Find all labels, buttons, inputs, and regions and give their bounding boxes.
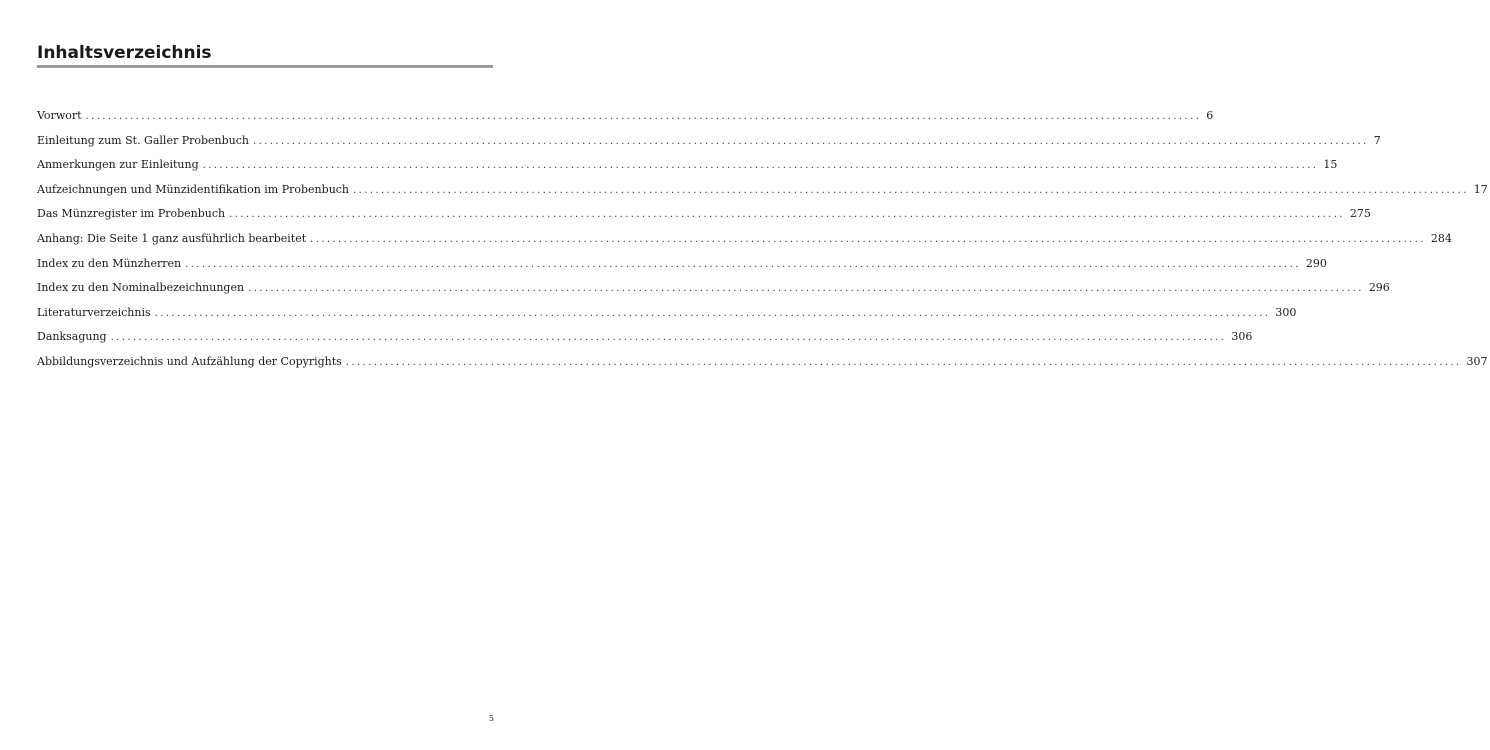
toc-entry-title: Literaturverzeichnis: [37, 305, 155, 321]
page-number: 5: [488, 714, 494, 723]
toc-dot-leader: ........................................................................................................................................................................................................: [248, 283, 1364, 295]
toc-dot-leader: ........................................................................................................................................................................................................: [253, 135, 1369, 147]
toc-entry[interactable]: [37, 206, 1371, 231]
toc-entry-page: 6: [1206, 109, 1214, 122]
toc-dot-leader: ........................................................................................................................................................................................................: [202, 160, 1319, 172]
toc-entry-page: 300: [1275, 305, 1297, 319]
toc-dot-leader: ........................................................................................................................................................................................................: [85, 111, 1202, 122]
toc-entry-title: Anhang: Die Seite 1 ganz ausführlich bearbeitet: [37, 231, 310, 247]
toc-dot-leader: ........................................................................................................................................................................................................: [154, 307, 1271, 319]
toc-entry-title: Index zu den Nominalbezeichnungen: [37, 280, 248, 296]
toc-entry-page: 306: [1231, 330, 1253, 344]
toc-entry-page: 15: [1323, 158, 1338, 172]
page-title: Inhaltsverzeichnis: [37, 43, 212, 63]
toc-entry-page: 307: [1466, 354, 1488, 368]
toc-entry-page: 284: [1430, 231, 1452, 245]
toc-dot-leader: ........................................................................................................................................................................................................: [345, 356, 1462, 368]
toc-entry[interactable]: [37, 231, 1452, 256]
toc-entry[interactable]: [37, 354, 1488, 379]
toc-entry[interactable]: [37, 280, 1390, 305]
toc-entry-title: Index zu den Münzherren: [37, 256, 185, 272]
toc-entry-title: Vorwort: [37, 108, 86, 124]
toc-entry[interactable]: [37, 305, 1297, 330]
toc-entry-page: 17: [1473, 182, 1488, 196]
toc-entry-page: 296: [1368, 281, 1390, 295]
title-divider: [37, 65, 493, 68]
toc-entry-title: Aufzeichnungen und Münzidentifikation im Probenbuch: [37, 182, 353, 198]
toc-dot-leader: ........................................................................................................................................................................................................: [229, 209, 1345, 221]
toc-dot-leader: ........................................................................................................................................................................................................: [110, 332, 1227, 344]
toc-dot-leader: ........................................................................................................................................................................................................: [310, 233, 1426, 245]
table-of-contents: [37, 108, 1488, 379]
toc-dot-leader: ........................................................................................................................................................................................................: [185, 258, 1301, 270]
toc-entry-title: Anmerkungen zur Einleitung: [37, 157, 203, 173]
toc-entry[interactable]: [37, 182, 1488, 207]
toc-entry-page: 290: [1305, 256, 1327, 270]
toc-entry-title: Das Münzregister im Probenbuch: [37, 206, 229, 222]
toc-entry[interactable]: [37, 157, 1338, 182]
toc-dot-leader: ........................................................................................................................................................................................................: [353, 184, 1469, 196]
toc-entry-title: Danksagung: [37, 329, 111, 345]
toc-entry[interactable]: [37, 108, 1214, 133]
toc-entry-page: 275: [1349, 207, 1371, 221]
toc-entry[interactable]: [37, 329, 1253, 354]
toc-entry-page: 7: [1373, 133, 1381, 147]
toc-entry[interactable]: [37, 133, 1381, 158]
toc-entry[interactable]: [37, 256, 1327, 281]
toc-entry-title: Einleitung zum St. Galler Probenbuch: [37, 133, 253, 149]
toc-entry-title: Abbildungsverzeichnis und Aufzählung der Copyrights: [37, 354, 346, 370]
